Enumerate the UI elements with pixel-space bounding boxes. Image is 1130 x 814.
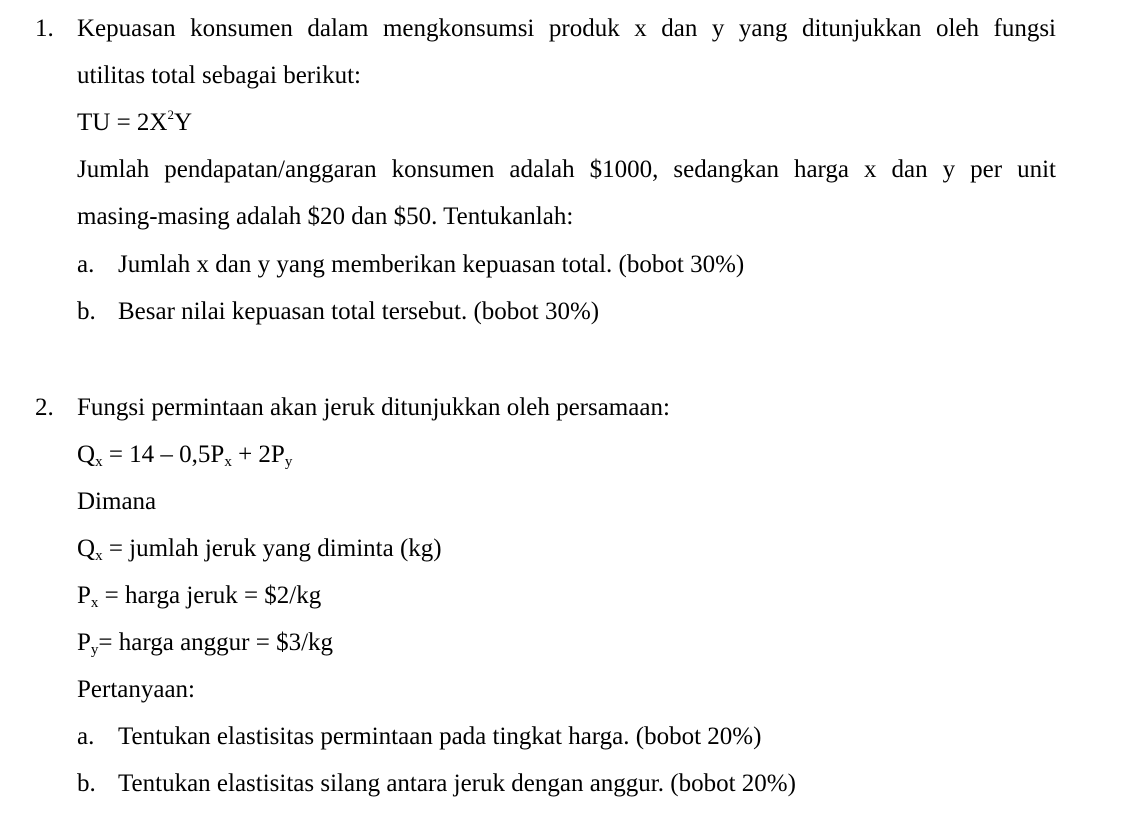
equation-var: Q — [77, 441, 96, 468]
definition-subscript: y — [90, 642, 99, 658]
equation-subscript: x — [224, 454, 232, 470]
list-item-letter: b. — [77, 298, 96, 325]
question-text-line: utilitas total sebagai berikut: — [77, 62, 361, 89]
formula-exponent: 2 — [167, 107, 174, 122]
equation-subscript: x — [95, 454, 103, 470]
equation-subscript: y — [284, 454, 293, 470]
definition-line — [77, 581, 321, 611]
definition-var: P — [77, 629, 91, 656]
definition-text: = jumlah jeruk yang diminta (kg) — [102, 535, 442, 562]
formula-prefix: TU = 2X — [77, 109, 168, 136]
list-item-text: Besar nilai kepuasan total tersebut. (bobot 30%) — [118, 298, 600, 325]
list-item-text: Tentukan elastisitas permintaan pada tingkat harga. (bobot 20%) — [118, 723, 762, 750]
definition-text: = harga anggur = $3/kg — [98, 629, 334, 656]
list-item-letter: b. — [77, 770, 96, 797]
question-text-line: Kepuasan konsumen dalam mengkonsumsi produk x dan y yang ditunjukkan oleh fungsi — [77, 15, 1056, 42]
list-item-letter: a. — [77, 723, 95, 750]
equation-part: + 2P — [231, 441, 285, 468]
definition-var: Q — [77, 535, 96, 562]
list-item-letter: a. — [77, 251, 95, 278]
dimana-label: Dimana — [77, 488, 157, 515]
list-item-text: Tentukan elastisitas silang antara jeruk dengan anggur. (bobot 20%) — [118, 770, 796, 797]
definition-var: P — [77, 582, 91, 609]
list-item-text: Jumlah x dan y yang memberikan kepuasan total. (bobot 30%) — [118, 251, 745, 278]
utility-formula — [77, 108, 192, 138]
question-number: 2. — [35, 394, 54, 421]
demand-equation — [77, 440, 292, 470]
definition-subscript: x — [90, 595, 99, 611]
definition-text: = harga jeruk = $2/kg — [98, 582, 322, 609]
definition-subscript: x — [95, 548, 103, 564]
question-number: 1. — [35, 15, 54, 42]
question-text-line: Jumlah pendapatan/anggaran konsumen adalah $1000, sedangkan harga x dan y per unit — [77, 156, 1056, 183]
formula-suffix: Y — [173, 109, 193, 136]
question-text-line: Fungsi permintaan akan jeruk ditunjukkan oleh persamaan: — [77, 394, 670, 421]
equation-part: = 14 – 0,5P — [102, 441, 225, 468]
definition-line — [77, 628, 333, 658]
pertanyaan-label: Pertanyaan: — [77, 676, 196, 703]
definition-line — [77, 534, 442, 564]
question-text-line: masing-masing adalah $20 dan $50. Tentukanlah: — [77, 203, 574, 230]
